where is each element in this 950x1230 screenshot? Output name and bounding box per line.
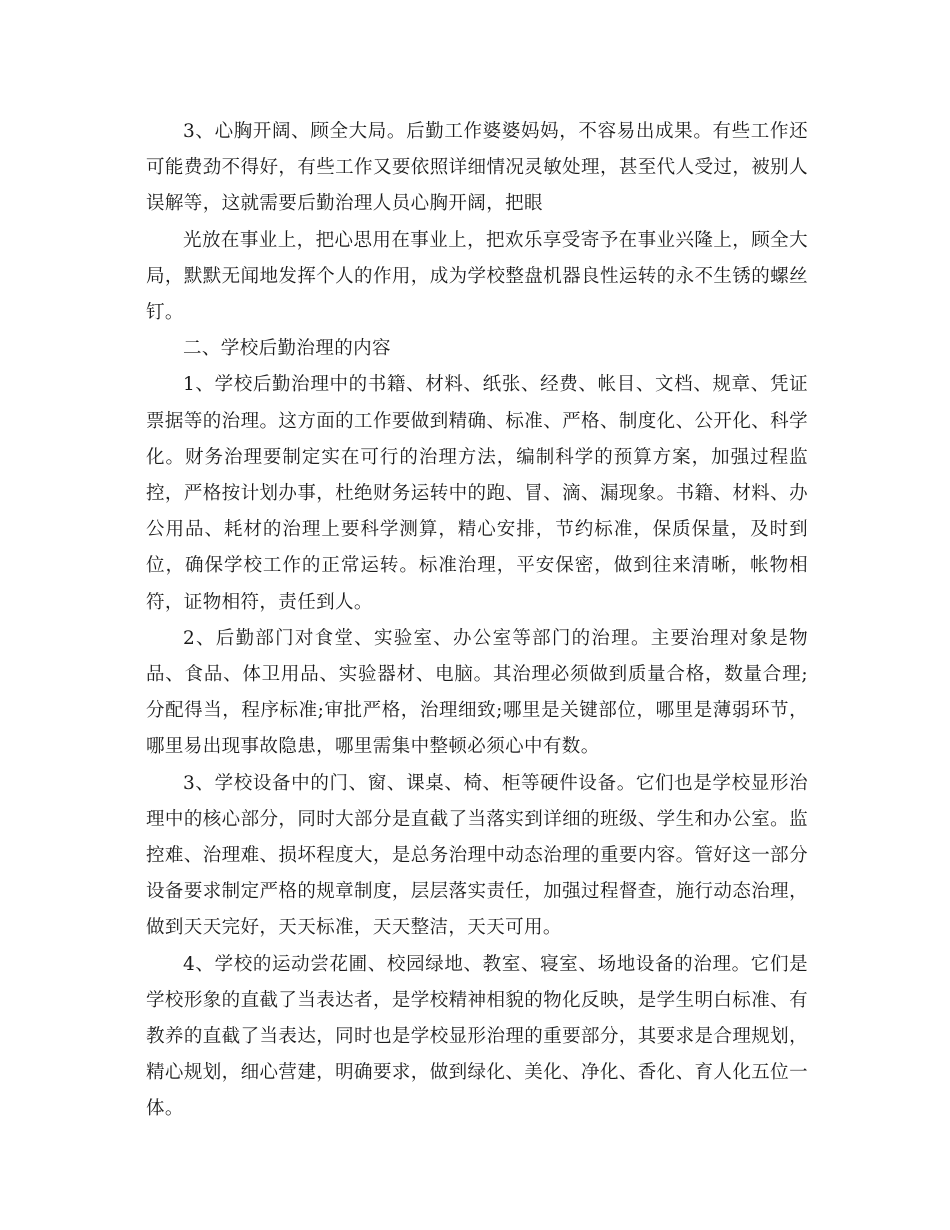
paragraph-department-management: 2、后勤部门对食堂、实验室、办公室等部门的治理。主要治理对象是物品、食品、体卫用品、实验器材、电脑。其治理必须做到质量合格，数量合理;分配得当，程序标准;审批严格，治理细致;哪里是关键部位，哪里是薄弱环节，哪里易出现事故隐患，哪里需集中整顿必须心中有数。 bbox=[146, 627, 808, 758]
paragraph-career-focus: 光放在事业上，把心思用在事业上，把欢乐享受寄予在事业兴隆上，顾全大局，默默无闻地发挥个人的作用，成为学校整盘机器良性运转的永不生锈的螺丝钉。 bbox=[146, 229, 808, 324]
paragraph-broad-mind: 3、心胸开阔、顾全大局。后勤工作婆婆妈妈，不容易出成果。有些工作还可能费劲不得好，有些工作又要依照详细情况灵敏处理，甚至代人受过，被别人误解等，这就需要后勤治理人员心胸开阔，把眼 bbox=[146, 121, 808, 215]
section-heading-logistics-content: 二、学校后勤治理的内容 bbox=[183, 338, 391, 360]
paragraph-equipment-management: 3、学校设备中的门、窗、课桌、椅、柜等硬件设备。它们也是学校显形治理中的核心部分，同时大部分是直截了当落实到详细的班级、学生和办公室。监控难、治理难、损坏程度大，是总务治理中动态治理的重要内容。管好这一部分设备要求制定严格的规章制度，层层落实责任，加强过程督查，施行动态治理，做到天天完好，天天标准，天天整洁，天天可用。 bbox=[146, 772, 808, 939]
document-body bbox=[146, 114, 808, 1128]
paragraph-campus-grounds-management: 4、学校的运动尝花圃、校园绿地、教室、寝室、场地设备的治理。它们是学校形象的直截了当表达者，是学校精神相貌的物化反映，是学生明白标准、有教养的直截了当表达，同时也是学校显形治理的重要部分，其要求是合理规划，精心规划，细心营建，明确要求，做到绿化、美化、净化、香化、育人化五位一体。 bbox=[146, 953, 808, 1120]
paragraph-materials-management: 1、学校后勤治理中的书籍、材料、纸张、经费、帐目、文档、规章、凭证票据等的治理。这方面的工作要做到精确、标准、严格、制度化、公开化、科学化。财务治理要制定实在可行的治理方法，编制科学的预算方案，加强过程监控，严格按计划办事，杜绝财务运转中的跑、冒、滴、漏现象。书籍、材料、办公用品、耗材的治理上要科学测算，精心安排，节约标准，保质保量，及时到位，确保学校工作的正常运转。标准治理，平安保密，做到往来清晰，帐物相符，证物相符，责任到人。 bbox=[146, 374, 808, 613]
